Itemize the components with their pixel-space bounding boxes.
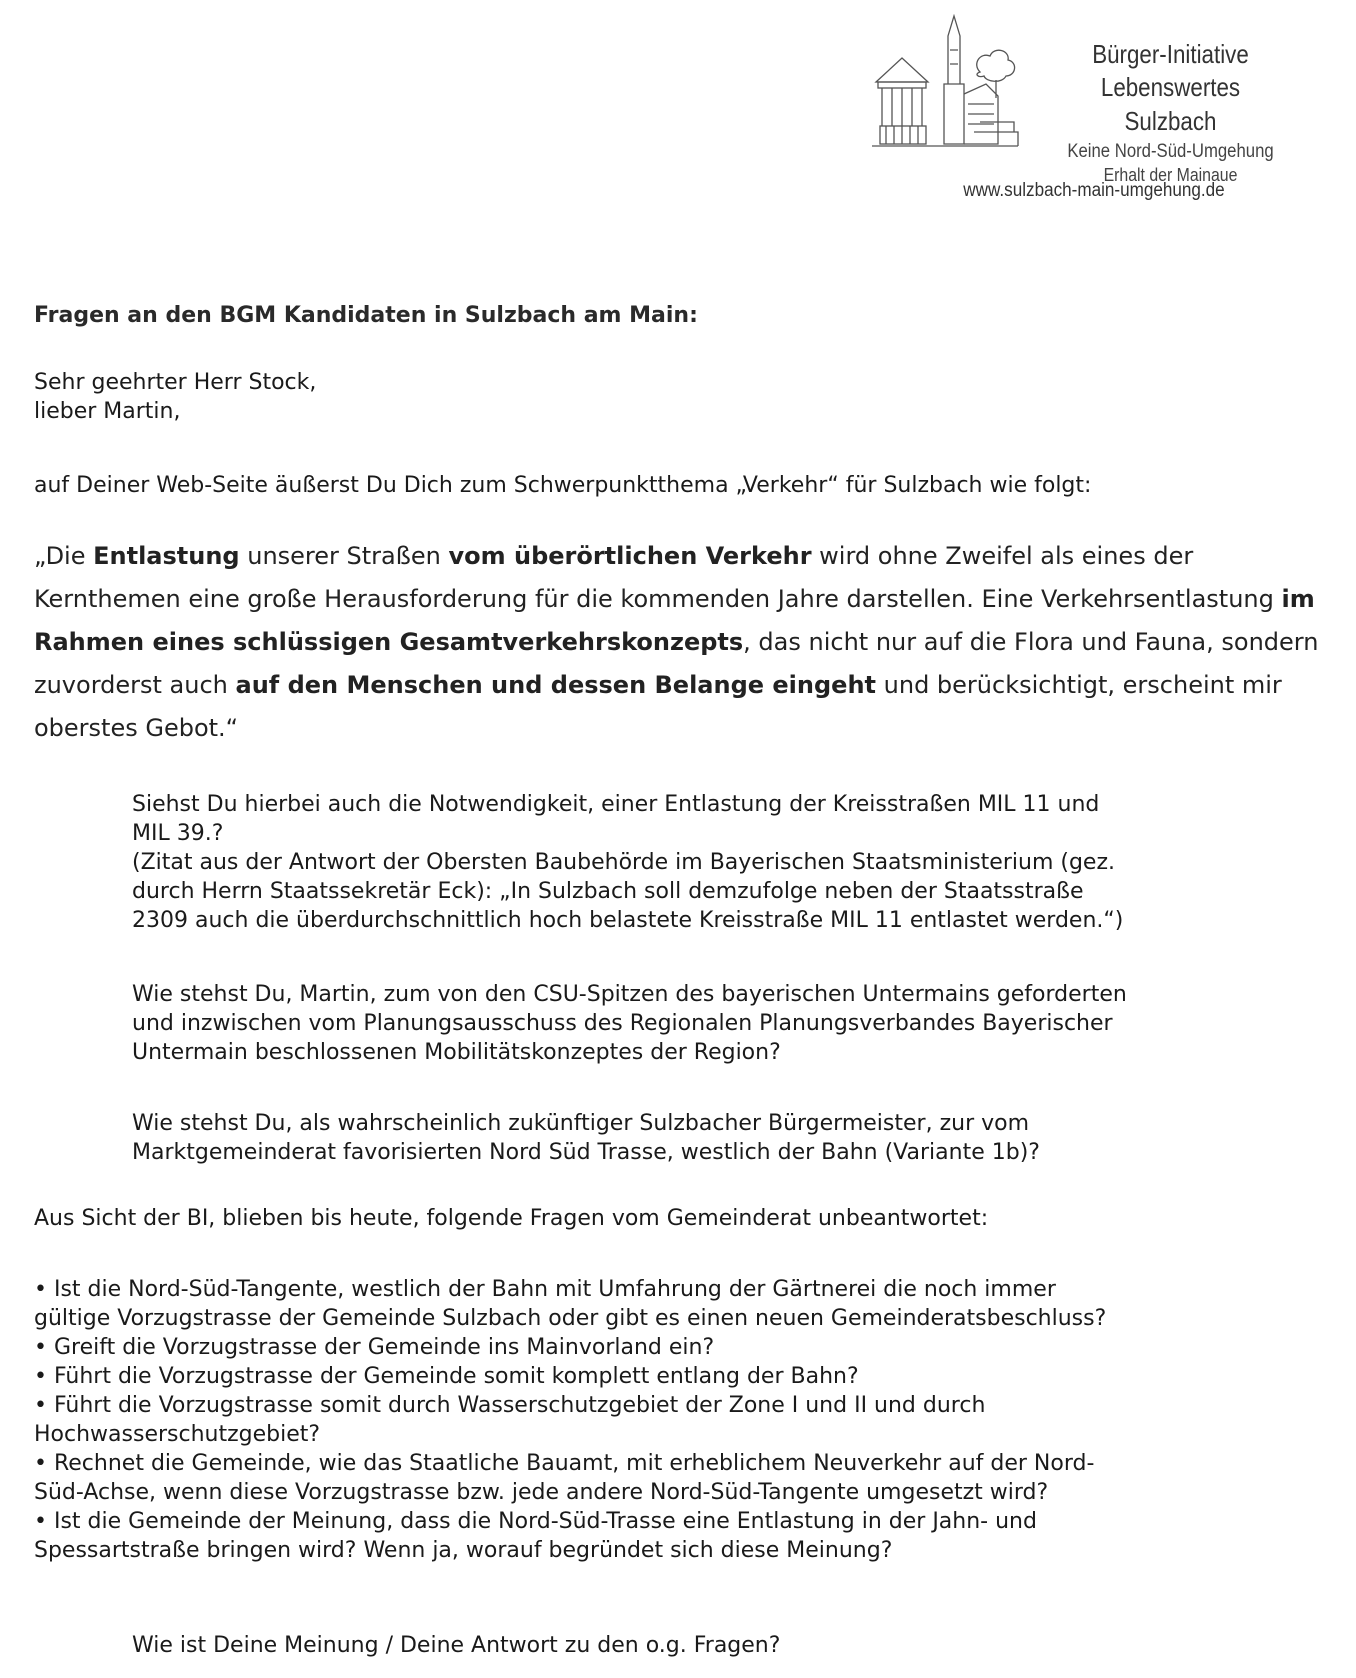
question-line: Siehst Du hierbei auch die Notwendigkeit, einer Entlastung der Kreisstraßen MIL 11 und [132,792,1100,817]
quote-emphasis: auf den Menschen und dessen Belange eingeht [235,671,877,699]
intro-paragraph: auf Deiner Web-Seite äußerst Du Dich zum Schwerpunktthema „Verkehr“ für Sulzbach wie folgt: [34,473,1092,498]
quote-emphasis: Entlastung [93,542,240,570]
list-item: gültige Vorzugstrasse der Gemeinde Sulzbach oder gibt es einen neuen Gemeinderatsbeschluss? [34,1306,1107,1331]
question-line: (Zitat aus der Antwort der Obersten Baubehörde im Bayerischen Staatsministerium (gez. [132,850,1115,875]
org-slogan-line1: Keine Nord-Süd-Umgehung [1067,140,1274,162]
list-item: • Rechnet die Gemeinde, wie das Staatliche Bauamt, mit erheblichem Neuverkehr auf der Nord- [34,1451,1095,1476]
list-item: Spessartstraße bringen wird? Wenn ja, worauf begründet sich diese Meinung? [34,1538,893,1563]
list-item: • Führt die Vorzugstrasse somit durch Wasserschutzgebiet der Zone I und II und durch [34,1393,986,1418]
quote-text: wird ohne Zweifel als eines der Kernthemen eine große Herausforderung für die kommenden Jahre darstellen. Eine Verkehrsentlastung [34,542,1282,613]
question-line: MIL 39.? [132,821,224,846]
quote-text: „Die [34,542,94,570]
question-1 [132,790,1332,935]
question-line: 2309 auch die überdurchschnittlich hoch belastete Kreisstraße MIL 11 entlastet werden.“) [132,908,1124,933]
quote-text: , das nicht nur auf die Flora und Fauna, sondern zuvorderst auch [34,628,1319,699]
salutation [34,368,316,426]
question-3 [132,1109,1332,1167]
question-line: Marktgemeinderat favorisierten Nord Süd Trasse, westlich der Bahn (Variante 1b)? [132,1140,1040,1165]
question-line: und inzwischen vom Planungsausschuss des Regionalen Planungsverbandes Bayerischer [132,1011,1113,1036]
quote-text: und berücksichtigt, erscheint mir oberstes Gebot.“ [34,671,1282,742]
candidate-quote [34,535,1324,750]
list-item: • Ist die Nord-Süd-Tangente, westlich der Bahn mit Umfahrung der Gärtnerei die noch immer [34,1277,1056,1302]
website-url: www.sulzbach-main-umgehung.de [963,180,1225,201]
quote-emphasis: vom überörtlichen Verkehr [448,542,812,570]
list-item: • Ist die Gemeinde der Meinung, dass die Nord-Süd-Trasse eine Entlastung in der Jahn- und [34,1509,1037,1534]
org-title-line1: Bürger-Initiative [1092,39,1249,69]
letterhead [868,14,1318,204]
quote-emphasis: im Rahmen eines schlüssigen Gesamtverkehrskonzepts [34,585,1315,656]
open-questions-list [34,1275,1324,1565]
list-item: Hochwasserschutzgebiet? [34,1422,321,1447]
letter-heading: Fragen an den BGM Kandidaten in Sulzbach am Main: [34,303,698,328]
salutation-line: lieber Martin, [34,399,181,424]
org-title-line2: Lebenswertes Sulzbach [1100,72,1241,136]
salutation-line: Sehr geehrter Herr Stock, [34,370,317,395]
bi-intro-paragraph: Aus Sicht der BI, blieben bis heute, folgende Fragen vom Gemeinderat unbeantwortet: [34,1206,989,1231]
question-line: durch Herrn Staatssekretär Eck): „In Sulzbach soll demzufolge neben der Staatsstraße [132,879,1084,904]
organization-name [1033,38,1308,187]
list-item: Süd-Achse, wenn diese Vorzugstrasse bzw. jede andere Nord-Süd-Tangente umgesetzt wird? [34,1480,1049,1505]
question-line: Untermain beschlossenen Mobilitätskonzeptes der Region? [132,1040,781,1065]
church-logo-icon [868,14,1028,164]
question-2 [132,980,1332,1067]
org-slogan-line2: Erhalt der Mainaue [1103,165,1238,186]
question-line: Wie stehst Du, als wahrscheinlich zukünftiger Sulzbacher Bürgermeister, zur vom [132,1111,1030,1136]
closing-question: Wie ist Deine Meinung / Deine Antwort zu den o.g. Fragen? [132,1633,781,1658]
list-item: • Greift die Vorzugstrasse der Gemeinde ins Mainvorland ein? [34,1335,715,1360]
question-line: Wie stehst Du, Martin, zum von den CSU-Spitzen des bayerischen Untermains geforderten [132,982,1127,1007]
list-item: • Führt die Vorzugstrasse der Gemeinde somit komplett entlang der Bahn? [34,1364,859,1389]
quote-text: unserer Straßen [239,542,449,570]
